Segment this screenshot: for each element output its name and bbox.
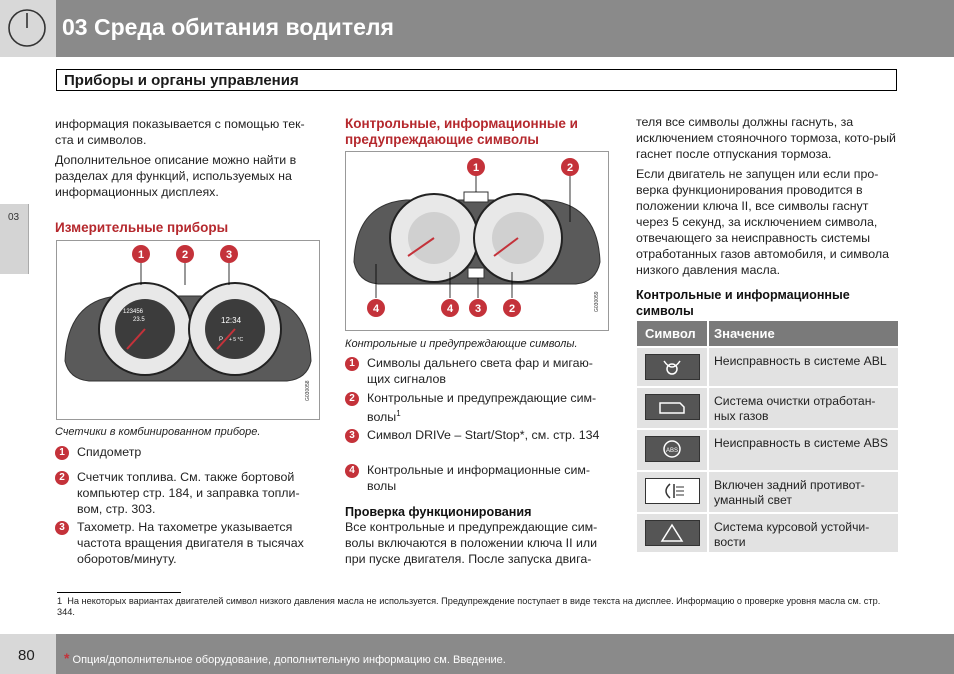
odometer-label: 123456 — [123, 309, 144, 315]
svg-text:4: 4 — [372, 303, 380, 315]
page-number: 80 — [18, 647, 35, 664]
list-item-text: Счетчик топлива. См. также бортовой компьютер стр. 184, и заправка топли-вом, стр. 303. — [77, 470, 300, 516]
symbols-table-header — [637, 321, 898, 346]
list-number: 4 — [345, 464, 359, 478]
svg-text:ABS: ABS — [665, 448, 679, 454]
list-item-text: Контрольные и информационные сим-волы — [367, 463, 591, 493]
col1-paragraph-2: Дополнительное описание можно найти в разделах для функций, используемых на информационных дисплеях. — [55, 153, 297, 199]
chapter-side-tab-label: 03 — [8, 212, 20, 223]
rear-fog-icon — [645, 478, 700, 504]
table-row — [637, 472, 898, 512]
abs-icon — [645, 436, 700, 462]
cluster-symbols-illustration — [346, 152, 608, 330]
footnote-text: На некоторых вариантах двигателей символ низкого давления масла не используется. Предупреждение поступает в виде текста на дисплее. Информацию о проверке уровня масла см. стр. 344. — [57, 596, 881, 617]
table-row — [637, 388, 898, 428]
list-number: 3 — [345, 429, 359, 443]
svg-text:1: 1 — [472, 162, 480, 174]
list-item-text: Символы дальнего света фар и мигаю-щих сигналов — [367, 356, 593, 386]
table-cell-meaning: Включен задний противот-уманный свет — [714, 478, 865, 507]
symbols-caption: Контрольные и предупреждающие символы. — [345, 338, 578, 350]
footer-note — [64, 650, 506, 666]
svg-text:1: 1 — [137, 249, 145, 261]
list-number: 3 — [55, 521, 69, 535]
gauges-image-code: G030058 — [305, 380, 311, 401]
chapter-icon-box — [0, 0, 56, 57]
list-number: 1 — [55, 446, 69, 460]
column-header-meaning: Значение — [714, 326, 775, 341]
table-cell-meaning: Неисправность в системе ABS — [714, 436, 889, 450]
list-item-text-main: Контрольные и предупреждающие сим-волы — [367, 391, 597, 425]
abl-icon — [645, 354, 700, 380]
table-cell-meaning: Система очистки отработан-ных газов — [714, 394, 876, 423]
footnote-ref[interactable]: 1 — [396, 409, 401, 418]
footer-note-text: Опция/дополнительное оборудование, дополнительную информацию см. Введение. — [72, 654, 506, 666]
list-number: 2 — [345, 392, 359, 406]
col3-paragraph-1: теля все символы должны гаснуть, за исключением стояночного тормоза, кото-рый гаснет после отпускания тормоза. — [636, 115, 896, 161]
footnote-mark: 1 — [57, 596, 63, 606]
chapter-title: 03 Среда обитания водителя — [62, 14, 394, 40]
gauges-image — [56, 240, 320, 420]
temp-label: + 5 °C — [229, 337, 244, 343]
warning-symbols-image — [345, 151, 609, 331]
table-row — [637, 514, 898, 552]
gauges-caption: Счетчики в комбинированном приборе. — [55, 426, 261, 438]
function-check-paragraph: Все контрольные и предупреждающие сим-волы включаются в положении ключа II или при пуске двигателя. После запуска двига- — [345, 520, 598, 566]
col3-heading: Контрольные и информационные символы — [636, 288, 850, 318]
list-item-text: Тахометр. На тахометре указывается частота вращения двигателя в тысячах оборотов/минуту. — [77, 520, 304, 566]
gear-label: P — [219, 337, 224, 343]
instrument-cluster-illustration — [57, 241, 319, 419]
stability-icon — [645, 520, 700, 546]
table-row — [637, 430, 898, 470]
column-header-symbol: Символ — [645, 326, 696, 341]
clock-label: 12:34 — [221, 316, 242, 325]
svg-text:4: 4 — [446, 303, 454, 315]
footnote-divider — [57, 592, 181, 593]
col1-paragraph-1: информация показывается с помощью тек-ста и символов. — [55, 117, 305, 147]
col1-heading: Измерительные приборы — [55, 220, 229, 235]
svg-text:2: 2 — [181, 249, 189, 261]
speedometer-icon — [0, 0, 56, 57]
symbols-image-code: G030059 — [594, 291, 600, 312]
table-row — [637, 348, 898, 386]
section-title: Приборы и органы управления — [64, 72, 299, 89]
col3-paragraph-2: Если двигатель не запущен или если про-верка функционирования проводится в положении ключа II, все символы гаснут через 5 секунд, за исключением символа, отвечающего за неисправность системы отработанных газов автомобиля, и символа низкого давления масла. — [636, 167, 889, 277]
svg-text:2: 2 — [508, 303, 516, 315]
option-star: * — [64, 650, 70, 666]
svg-text:3: 3 — [225, 249, 233, 261]
table-cell-meaning: Неисправность в системе ABL — [714, 354, 887, 368]
list-number: 2 — [55, 471, 69, 485]
col2-heading: Контрольные, информационные и предупреждающие символы — [345, 116, 578, 147]
function-check-heading: Проверка функционирования — [345, 505, 532, 519]
engine-icon — [645, 394, 700, 420]
list-item-text: Символ DRIVe – Start/Stop*, см. стр. 134 — [367, 428, 600, 442]
list-item-text: Спидометр — [77, 445, 142, 459]
svg-text:3: 3 — [474, 303, 482, 315]
svg-text:2: 2 — [566, 162, 574, 174]
trip-label: 23.5 — [133, 317, 145, 323]
footnote — [57, 596, 897, 618]
list-item-text — [367, 390, 612, 425]
list-number: 1 — [345, 357, 359, 371]
table-cell-meaning: Система курсовой устойчи-вости — [714, 520, 870, 549]
